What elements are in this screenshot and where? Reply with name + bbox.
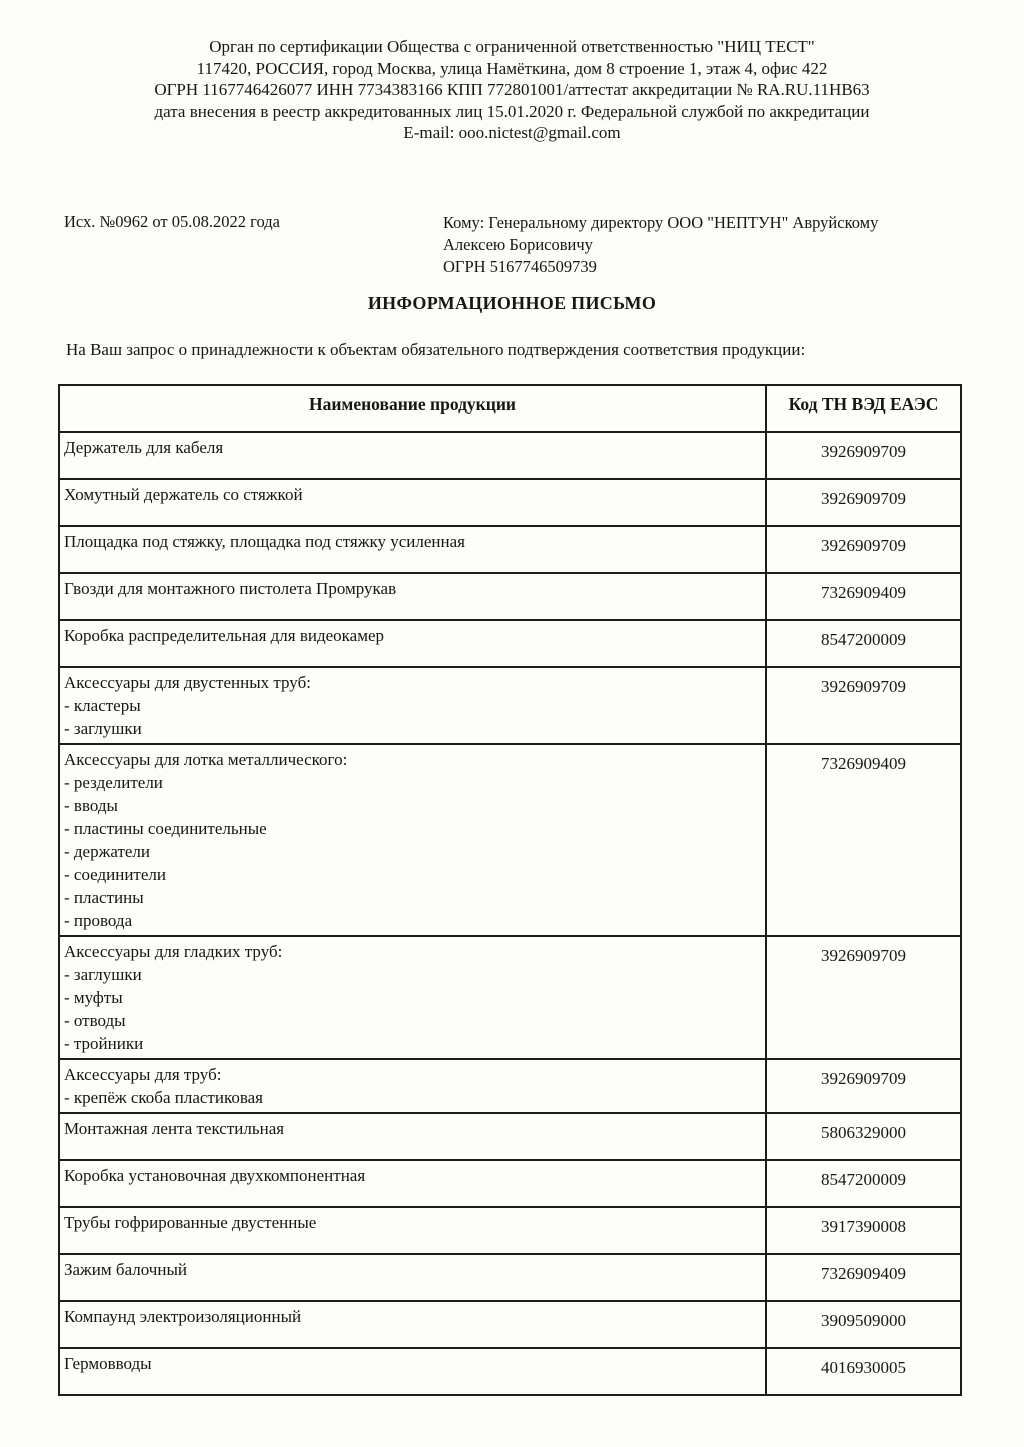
code-cell: 3926909709 [766, 526, 961, 573]
products-table [58, 384, 962, 1396]
code-cell: 3909509000 [766, 1301, 961, 1348]
product-name: Аксессуары для труб: [64, 1065, 222, 1084]
code-cell: 3926909709 [766, 936, 961, 1059]
table-row [59, 573, 961, 620]
product-name: Площадка под стяжку, площадка под стяжку усиленная [64, 532, 465, 551]
table-row [59, 1301, 961, 1348]
product-cell [59, 1160, 766, 1207]
code-cell: 8547200009 [766, 1160, 961, 1207]
product-item: - крепёж скоба пластиковая [64, 1088, 264, 1107]
product-item: - пластины соединительные [64, 819, 267, 838]
code-cell: 8547200009 [766, 620, 961, 667]
product-name: Монтажная лента текстильная [64, 1119, 285, 1138]
product-name: Хомутный держатель со стяжкой [64, 485, 303, 504]
code-cell: 5806329000 [766, 1113, 961, 1160]
code-cell: 3926909709 [766, 1059, 961, 1113]
product-cell [59, 1113, 766, 1160]
table-row [59, 936, 961, 1059]
product-item: - вводы [64, 796, 118, 815]
code-cell: 3926909709 [766, 667, 961, 744]
product-cell [59, 1254, 766, 1301]
letterhead-address-line: 117420, РОССИЯ, город Москва, улица Намёткина, дом 8 строение 1, этаж 4, офис 422 [196, 58, 828, 78]
product-name: Зажим балочный [64, 1260, 187, 1279]
product-cell [59, 620, 766, 667]
product-item: - муфты [64, 988, 123, 1007]
letterhead [60, 36, 964, 144]
letterhead-ogrn-line: ОГРН 1167746426077 ИНН 7734383166 КПП 772801001/аттестат аккредитации № RA.RU.11HB63 [154, 80, 870, 99]
product-item: - соединители [64, 865, 166, 884]
product-item: - заглушки [64, 965, 142, 984]
product-item: - тройники [64, 1034, 144, 1053]
product-cell [59, 744, 766, 936]
table-row [59, 620, 961, 667]
table-row [59, 1160, 961, 1207]
product-item: - пластины [64, 888, 144, 907]
code-cell: 3926909709 [766, 432, 961, 479]
addressee-block [443, 212, 943, 278]
intro-paragraph: На Ваш запрос о принадлежности к объектам обязательного подтверждения соответствия продукции: [66, 340, 806, 359]
product-cell [59, 936, 766, 1059]
letterhead-email-line: E-mail: ooo.nictest@gmail.com [403, 123, 621, 142]
table-row [59, 1059, 961, 1113]
table-header-row [59, 385, 961, 432]
product-cell [59, 1348, 766, 1395]
product-item: - отводы [64, 1011, 126, 1030]
product-cell [59, 667, 766, 744]
addressee-to: Кому: Генеральному директору ООО "НЕПТУН" Авруйскому Алексею Борисовичу [443, 213, 879, 254]
product-cell [59, 479, 766, 526]
table-row [59, 432, 961, 479]
product-cell [59, 1207, 766, 1254]
outgoing-number: Исх. №0962 от 05.08.2022 года [64, 212, 280, 231]
product-name: Коробка распределительная для видеокамер [64, 626, 385, 645]
product-name: Коробка установочная двухкомпонентная [64, 1166, 366, 1185]
table-row [59, 1254, 961, 1301]
product-cell [59, 1059, 766, 1113]
table-row [59, 479, 961, 526]
table-row [59, 1348, 961, 1395]
table-row [59, 1207, 961, 1254]
product-cell [59, 526, 766, 573]
product-name: Гвозди для монтажного пистолета Промрукав [64, 579, 397, 598]
product-item: - резделители [64, 773, 163, 792]
table-row [59, 744, 961, 936]
product-name: Аксессуары для двустенных труб: [64, 673, 311, 692]
product-cell [59, 1301, 766, 1348]
code-cell: 4016930005 [766, 1348, 961, 1395]
product-name: Аксессуары для гладких труб: [64, 942, 283, 961]
product-column-header: Наименование продукции [59, 385, 766, 432]
table-row [59, 1113, 961, 1160]
addressee-ogrn: ОГРН 5167746509739 [443, 257, 597, 276]
code-cell: 3926909709 [766, 479, 961, 526]
product-item: - кластеры [64, 696, 141, 715]
product-name: Трубы гофрированные двустенные [64, 1213, 317, 1232]
product-name: Гермовводы [64, 1354, 152, 1373]
letterhead-registry-line: дата внесения в реестр аккредитованных лиц 15.01.2020 г. Федеральной службой по аккредитации [154, 101, 870, 121]
document-title: ИНФОРМАЦИОННОЕ ПИСЬМО [367, 293, 657, 313]
product-cell [59, 573, 766, 620]
code-cell: 7326909409 [766, 573, 961, 620]
product-cell [59, 432, 766, 479]
product-name: Аксессуары для лотка металлического: [64, 750, 348, 769]
product-name: Держатель для кабеля [64, 438, 224, 457]
product-name: Компаунд электроизоляционный [64, 1307, 302, 1326]
table-row [59, 667, 961, 744]
code-cell: 7326909409 [766, 1254, 961, 1301]
code-cell: 3917390008 [766, 1207, 961, 1254]
code-cell: 7326909409 [766, 744, 961, 936]
code-column-header: Код ТН ВЭД ЕАЭС [766, 385, 961, 432]
product-item: - провода [64, 911, 133, 930]
letterhead-org-line: Орган по сертификации Общества с ограниченной ответственностью "НИЦ ТЕСТ" [209, 37, 815, 56]
product-item: - заглушки [64, 719, 142, 738]
product-item: - держатели [64, 842, 151, 861]
table-row [59, 526, 961, 573]
